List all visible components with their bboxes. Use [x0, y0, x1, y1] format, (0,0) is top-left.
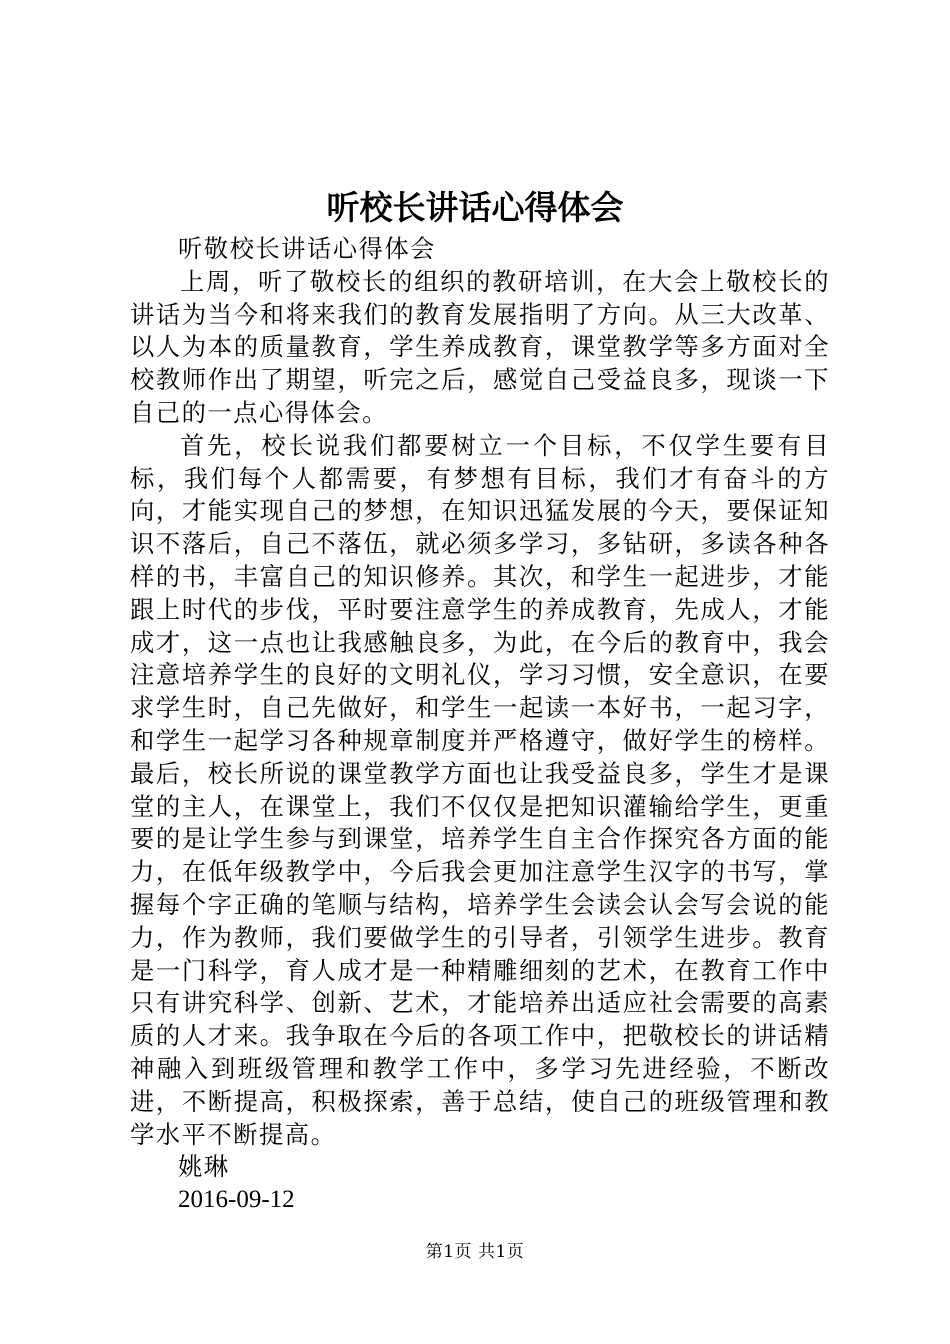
document-title: 听校长讲话心得体会: [326, 188, 624, 227]
author-name: 姚琳: [178, 1152, 230, 1182]
document-date: 2016-09-12: [178, 1186, 295, 1214]
document-body: [130, 233, 830, 1217]
paragraph: 首先，校长说我们都要树立一个目标，不仅学生要有目标，我们每个人都需要，有梦想有目标，我们才有奋斗的方向，才能实现自己的梦想，在知识迅猛发展的今天，要保证知识不落后，自己不落伍，就必须多学习，多钻研，多读各种各样的书，丰富自己的知识修养。其次，和学生一起进步，才能跟上时代的步伐，平时要注意学生的养成教育，先成人，才能成才，这一点也让我感触良多，为此，在今后的教育中，我会注意培养学生的良好的文明礼仪，学习习惯，安全意识，在要求学生时，自己先做好，和学生一起读一本好书，一起习字，和学生一起学习各种规章制度并严格遵守，做好学生的榜样。最后，校长所说的课堂教学方面也让我受益良多，学生才是课堂的主人，在课堂上，我们不仅仅是把知识灌输给学生，更重要的是让学生参与到课堂，培养学生自主合作探究各方面的能力，在低年级教学中，今后我会更加注意学生汉字的书写，掌握每个字正确的笔顺与结构，培养学生会读会认会写会说的能力，作为教师，我们要做学生的引导者，引领学生进步。教育是一门科学，育人成才是一种精雕细刻的艺术，在教育工作中只有讲究科学、创新、艺术，才能培养出适应社会需要的高素质的人才来。我争取在今后的各项工作中，把敬校长的讲话精神融入到班级管理和教学工作中，多学习先进经验，不断改进，不断提高，积极探索，善于总结，使自己的班级管理和教学水平不断提高。: [130, 430, 830, 1149]
document-subtitle: 听敬校长讲话心得体会: [178, 234, 436, 263]
paragraph: 上周，听了敬校长的组织的教研培训，在大会上敬校长的讲话为当今和将来我们的教育发展指明了方向。从三大改革、以人为本的质量教育，学生养成教育，课堂教学等多方面对全校教师作出了期望，听完之后，感觉自己受益良多，现谈一下自己的一点心得体会。: [130, 266, 830, 427]
page-footer: 第1页 共1页: [425, 1242, 525, 1262]
